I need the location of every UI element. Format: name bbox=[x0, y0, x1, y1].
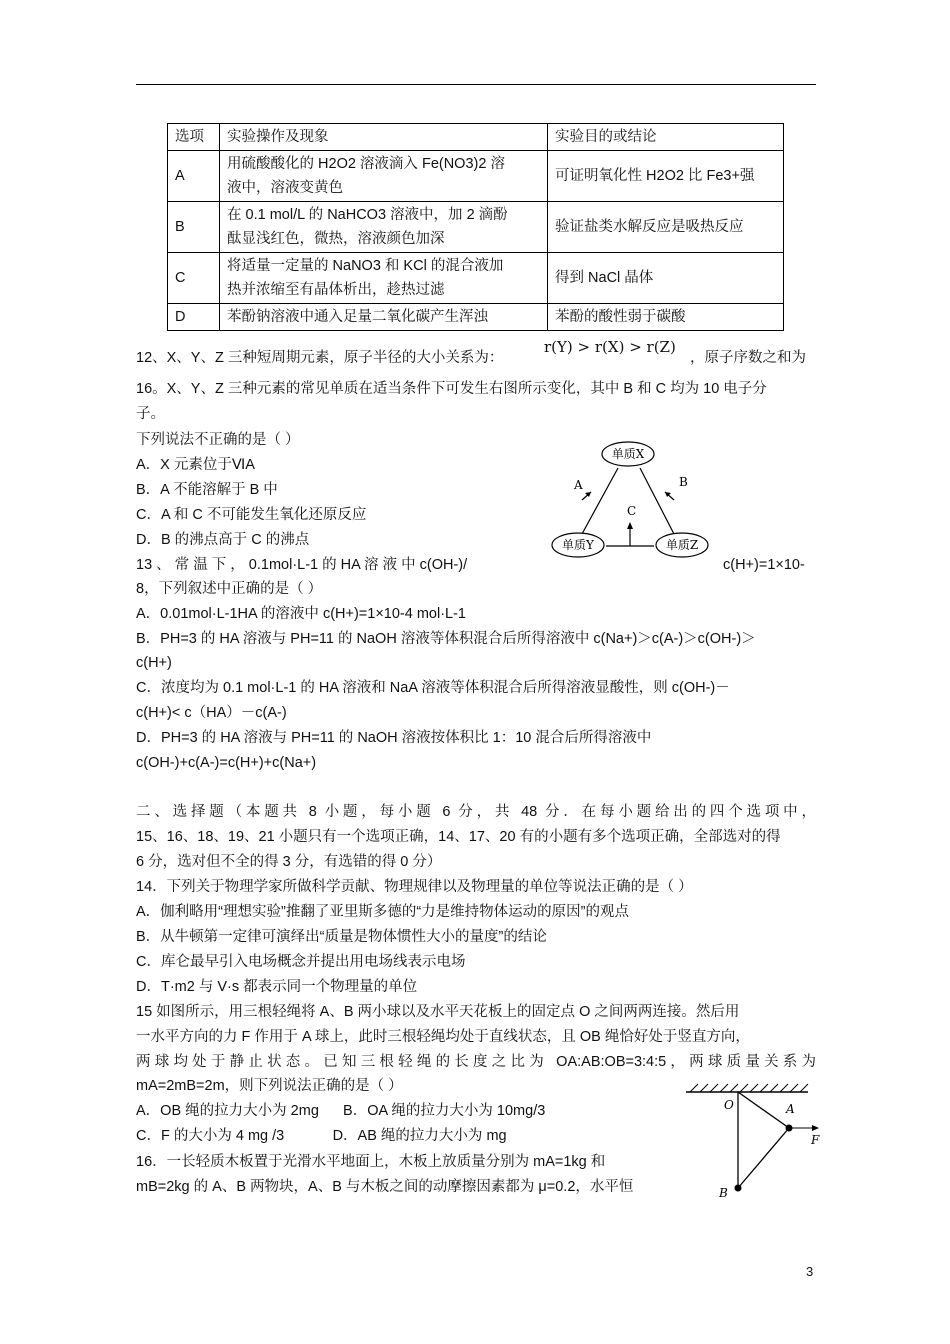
table-header-option: 选项 bbox=[168, 124, 220, 151]
q16-line2: mB=2kg 的 A、B 两物块，A、B 与木板之间的动摩擦因素都为 μ=0.2，水平恒 bbox=[136, 1179, 634, 1195]
q15-line3: 两球均处于静止状态。已知三根轻绳的长度之比为 OA:AB:OB=3:4:5，两球质量关系为 bbox=[136, 1054, 816, 1070]
q13-option-c-line2: c(H+)< c（HA）－c(A-) bbox=[136, 705, 287, 721]
q15-options-row1: A．OB 绳的拉力大小为 2mg B．OA 绳的拉力大小为 10mg/3 bbox=[136, 1103, 546, 1119]
table-cell-option: B bbox=[168, 202, 220, 253]
section2-line3: 6 分，选对但不全的得 3 分，有选错的得 0 分） bbox=[136, 854, 442, 870]
table-cell-operation: 将适量一定量的 NaNO3 和 KCl 的混合液加 热并浓缩至有晶体析出，趁热过滤 bbox=[220, 253, 548, 304]
node-y-label: 单质Y bbox=[562, 538, 594, 552]
q13-option-a: A．0.01mol·L-1HA 的溶液中 c(H+)=1×10-4 mol·L-1 bbox=[136, 606, 466, 622]
experiment-table bbox=[167, 123, 784, 331]
section2-line2: 15、16、18、19、21 小题只有一个选项正确，14、17、20 有的小题有多个选项正确，全部选对的得 bbox=[136, 829, 781, 845]
q12-option-a: A．X 元素位于ⅥA bbox=[136, 457, 255, 473]
q15-line1: 15 如图所示，用三根轻绳将 A、B 两小球以及水平天花板上的固定点 O 之间两两连接。然后用 bbox=[136, 1004, 740, 1020]
table-cell-operation: 在 0.1 mol/L 的 NaHCO3 溶液中，加 2 滴酚 酞显浅红色，微热，溶液颜色加深 bbox=[220, 202, 548, 253]
q14-option-c: C．库仑最早引入电场概念并提出用电场线表示电场 bbox=[136, 954, 466, 970]
table-cell-result: 验证盐类水解反应是吸热反应 bbox=[548, 202, 784, 253]
ball-b bbox=[735, 1185, 742, 1192]
q12-option-b: B．A 不能溶解于 B 中 bbox=[136, 482, 278, 498]
q12-line2: 16。X、Y、Z 三种元素的常见单质在适当条件下可发生右图所示变化，其中 B 和 C 均为 10 电子分 bbox=[136, 381, 767, 397]
table-row bbox=[168, 202, 784, 253]
q15-line4: mA=2mB=2m，则下列说法正确的是（ ） bbox=[136, 1078, 403, 1094]
q12-radius-formula: r(Y) > r(X) > r(Z) bbox=[544, 338, 676, 356]
label-o: O bbox=[724, 1098, 734, 1112]
table-cell-option: A bbox=[168, 151, 220, 202]
q12-option-d: D．B 的沸点高于 C 的沸点 bbox=[136, 532, 310, 548]
q14-option-d: D．T·m2 与 V·s 都表示同一个物理量的单位 bbox=[136, 979, 418, 995]
q13-line2: 8，下列叙述中正确的是（ ） bbox=[136, 581, 323, 597]
table-cell-option: D bbox=[168, 304, 220, 331]
table-cell-operation: 用硫酸酸化的 H2O2 溶液滴入 Fe(NO3)2 溶 液中，溶液变黄色 bbox=[220, 151, 548, 202]
rope-oa bbox=[738, 1092, 789, 1128]
q12-stem: 下列说法不正确的是（ ） bbox=[136, 432, 300, 448]
table-cell-result: 苯酚的酸性弱于碳酸 bbox=[548, 304, 784, 331]
q15-line2: 一水平方向的力 F 作用于 A 球上，此时三根轻绳均处于直线状态，且 OB 绳恰好处于竖直方向， bbox=[136, 1029, 750, 1045]
q13-option-c-line1: C．浓度均为 0.1 mol·L-1 的 HA 溶液和 NaA 溶液等体积混合后所得溶液显酸性，则 c(OH-)－ bbox=[136, 680, 730, 696]
table-cell-option: C bbox=[168, 253, 220, 304]
table-header-row bbox=[168, 124, 784, 151]
ball-a bbox=[786, 1125, 793, 1132]
q12-option-c: C．A 和 C 不可能发生氧化还原反应 bbox=[136, 507, 367, 523]
ceiling-hatching bbox=[690, 1084, 808, 1092]
rope-balls-figure bbox=[686, 1080, 826, 1205]
label-a: A bbox=[574, 478, 583, 492]
q13-option-b-line2: c(H+) bbox=[136, 655, 172, 671]
q13-option-b-line1: B．PH=3 的 HA 溶液与 PH=11 的 NaOH 溶液等体积混合后所得溶液中 c(Na+)＞c(A-)＞c(OH-)＞ bbox=[136, 631, 756, 647]
q12-line1: 12、X、Y、Z 三种短周期元素，原子半径的大小关系为： bbox=[136, 350, 504, 366]
table-header-operation: 实验操作及现象 bbox=[220, 124, 548, 151]
q13-line1-start: 13 、 常 温 下 ， 0.1mol·L-1 的 HA 溶 液 中 c(OH-)/ bbox=[136, 557, 468, 573]
table-row bbox=[168, 304, 784, 331]
label-a: A bbox=[786, 1102, 795, 1116]
q14-option-b: B．从牛顿第一定律可演绎出“质量是物体惯性大小的量度”的结论 bbox=[136, 929, 547, 945]
label-f: F bbox=[811, 1133, 820, 1147]
section2-line1: 二、选择题（本题共 8 小题，每小题 6 分，共 48 分．在每小题给出的四个选项中， bbox=[136, 804, 816, 820]
q12-line1-end: ，原子序数之和为 bbox=[690, 350, 806, 366]
q13-option-d-line2: c(OH-)+c(A-)=c(H+)+c(Na+) bbox=[136, 755, 317, 771]
q13-option-d-line1: D．PH=3 的 HA 溶液与 PH=11 的 NaOH 溶液按体积比 1：10 混合后所得溶液中 bbox=[136, 730, 652, 746]
q16-line1: 16．一长轻质木板置于光滑水平地面上，木板上放质量分别为 mA=1kg 和 bbox=[136, 1154, 606, 1170]
element-transformation-diagram bbox=[548, 438, 728, 568]
q15-options-row2: C．F 的大小为 4 mg /3 D．AB 绳的拉力大小为 mg bbox=[136, 1128, 507, 1144]
table-row bbox=[168, 151, 784, 202]
table-cell-result: 可证明氧化性 H2O2 比 Fe3+强 bbox=[548, 151, 784, 202]
label-c: C bbox=[627, 504, 637, 518]
q12-line3: 子。 bbox=[136, 406, 165, 422]
table-cell-result: 得到 NaCl 晶体 bbox=[548, 253, 784, 304]
table-header-result: 实验目的或结论 bbox=[548, 124, 784, 151]
label-b: B bbox=[719, 1186, 728, 1200]
q13-line1-end: c(H+)=1×10- bbox=[723, 557, 805, 573]
table-cell-operation: 苯酚钠溶液中通入足量二氧化碳产生浑浊 bbox=[220, 304, 548, 331]
rope-ab bbox=[738, 1128, 789, 1188]
table-row bbox=[168, 253, 784, 304]
node-x-label: 单质X bbox=[611, 447, 645, 461]
q14-stem: 14．下列关于物理学家所做科学贡献、物理规律以及物理量的单位等说法正确的是（ ） bbox=[136, 879, 693, 895]
label-b: B bbox=[679, 475, 688, 489]
node-z-label: 单质Z bbox=[665, 538, 699, 552]
page-number: 3 bbox=[806, 1264, 814, 1279]
header-rule bbox=[136, 84, 816, 85]
q14-option-a: A．伽利略用“理想实验”推翻了亚里斯多德的“力是维持物体运动的原因”的观点 bbox=[136, 904, 629, 920]
